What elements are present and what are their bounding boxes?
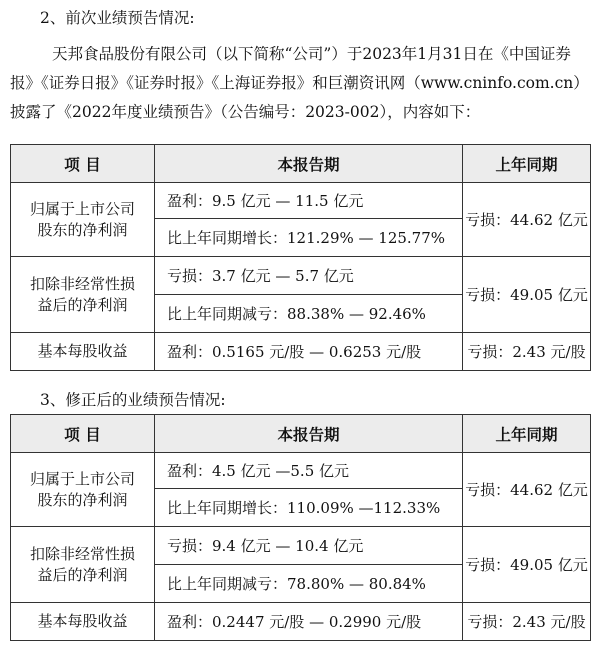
paragraph-line: 天邦食品股份有限公司（以下简称“公司”）于2023年1月31日在《中国证券	[52, 45, 571, 63]
row-previous-value: 亏损：2.43 元/股	[463, 333, 591, 371]
row-previous-value: 亏损：2.43 元/股	[463, 603, 591, 641]
section2-paragraph	[10, 40, 598, 127]
row-current-value: 盈利：0.2447 元/股 — 0.2990 元/股	[155, 603, 463, 641]
row-current-change: 比上年同期减亏：78.80% — 80.84%	[155, 565, 463, 603]
table-header-row	[11, 415, 591, 453]
row-item-net-profit: 归属于上市公司 股东的净利润	[11, 453, 155, 527]
table-row	[11, 333, 591, 371]
table-row	[11, 453, 591, 489]
table-header-row	[11, 145, 591, 183]
row-current-change: 比上年同期减亏：88.38% — 92.46%	[155, 295, 463, 333]
row-item-deducted-net-profit: 扣除非经常性损 益后的净利润	[11, 527, 155, 603]
section2-heading: 2、前次业绩预告情况:	[40, 9, 195, 27]
previous-forecast-table	[10, 144, 591, 371]
section3-heading: 3、修正后的业绩预告情况:	[40, 391, 226, 409]
row-current-change: 比上年同期增长：110.09% —112.33%	[155, 489, 463, 527]
header-current-period: 本报告期	[155, 145, 463, 183]
header-item: 项 目	[11, 145, 155, 183]
row-previous-value: 亏损：49.05 亿元	[463, 527, 591, 603]
row-current-value: 亏损：9.4 亿元 — 10.4 亿元	[155, 527, 463, 565]
header-current-period: 本报告期	[155, 415, 463, 453]
row-item-deducted-net-profit: 扣除非经常性损 益后的净利润	[11, 257, 155, 333]
table-row	[11, 183, 591, 219]
row-previous-value: 亏损：49.05 亿元	[463, 257, 591, 333]
row-current-value: 盈利：4.5 亿元 —5.5 亿元	[155, 453, 463, 489]
row-current-value: 盈利：9.5 亿元 — 11.5 亿元	[155, 183, 463, 219]
paragraph-line: 披露了《2022年度业绩预告》（公告编号：2023-002），内容如下：	[10, 103, 481, 121]
header-same-period-last-year: 上年同期	[463, 145, 591, 183]
table-row	[11, 527, 591, 565]
row-previous-value: 亏损：44.62 亿元	[463, 183, 591, 257]
table-row	[11, 257, 591, 295]
row-item-eps: 基本每股收益	[11, 333, 155, 371]
header-same-period-last-year: 上年同期	[463, 415, 591, 453]
row-item-eps: 基本每股收益	[11, 603, 155, 641]
row-item-net-profit: 归属于上市公司 股东的净利润	[11, 183, 155, 257]
header-item: 项 目	[11, 415, 155, 453]
revised-forecast-table	[10, 414, 591, 641]
table-row	[11, 603, 591, 641]
row-current-value: 亏损：3.7 亿元 — 5.7 亿元	[155, 257, 463, 295]
paragraph-line: 报》《证券日报》《证券时报》《上海证券报》和巨潮资讯网（www.cninfo.com.cn）	[10, 74, 589, 92]
row-previous-value: 亏损：44.62 亿元	[463, 453, 591, 527]
row-current-change: 比上年同期增长：121.29% — 125.77%	[155, 219, 463, 257]
row-current-value: 盈利：0.5165 元/股 — 0.6253 元/股	[155, 333, 463, 371]
